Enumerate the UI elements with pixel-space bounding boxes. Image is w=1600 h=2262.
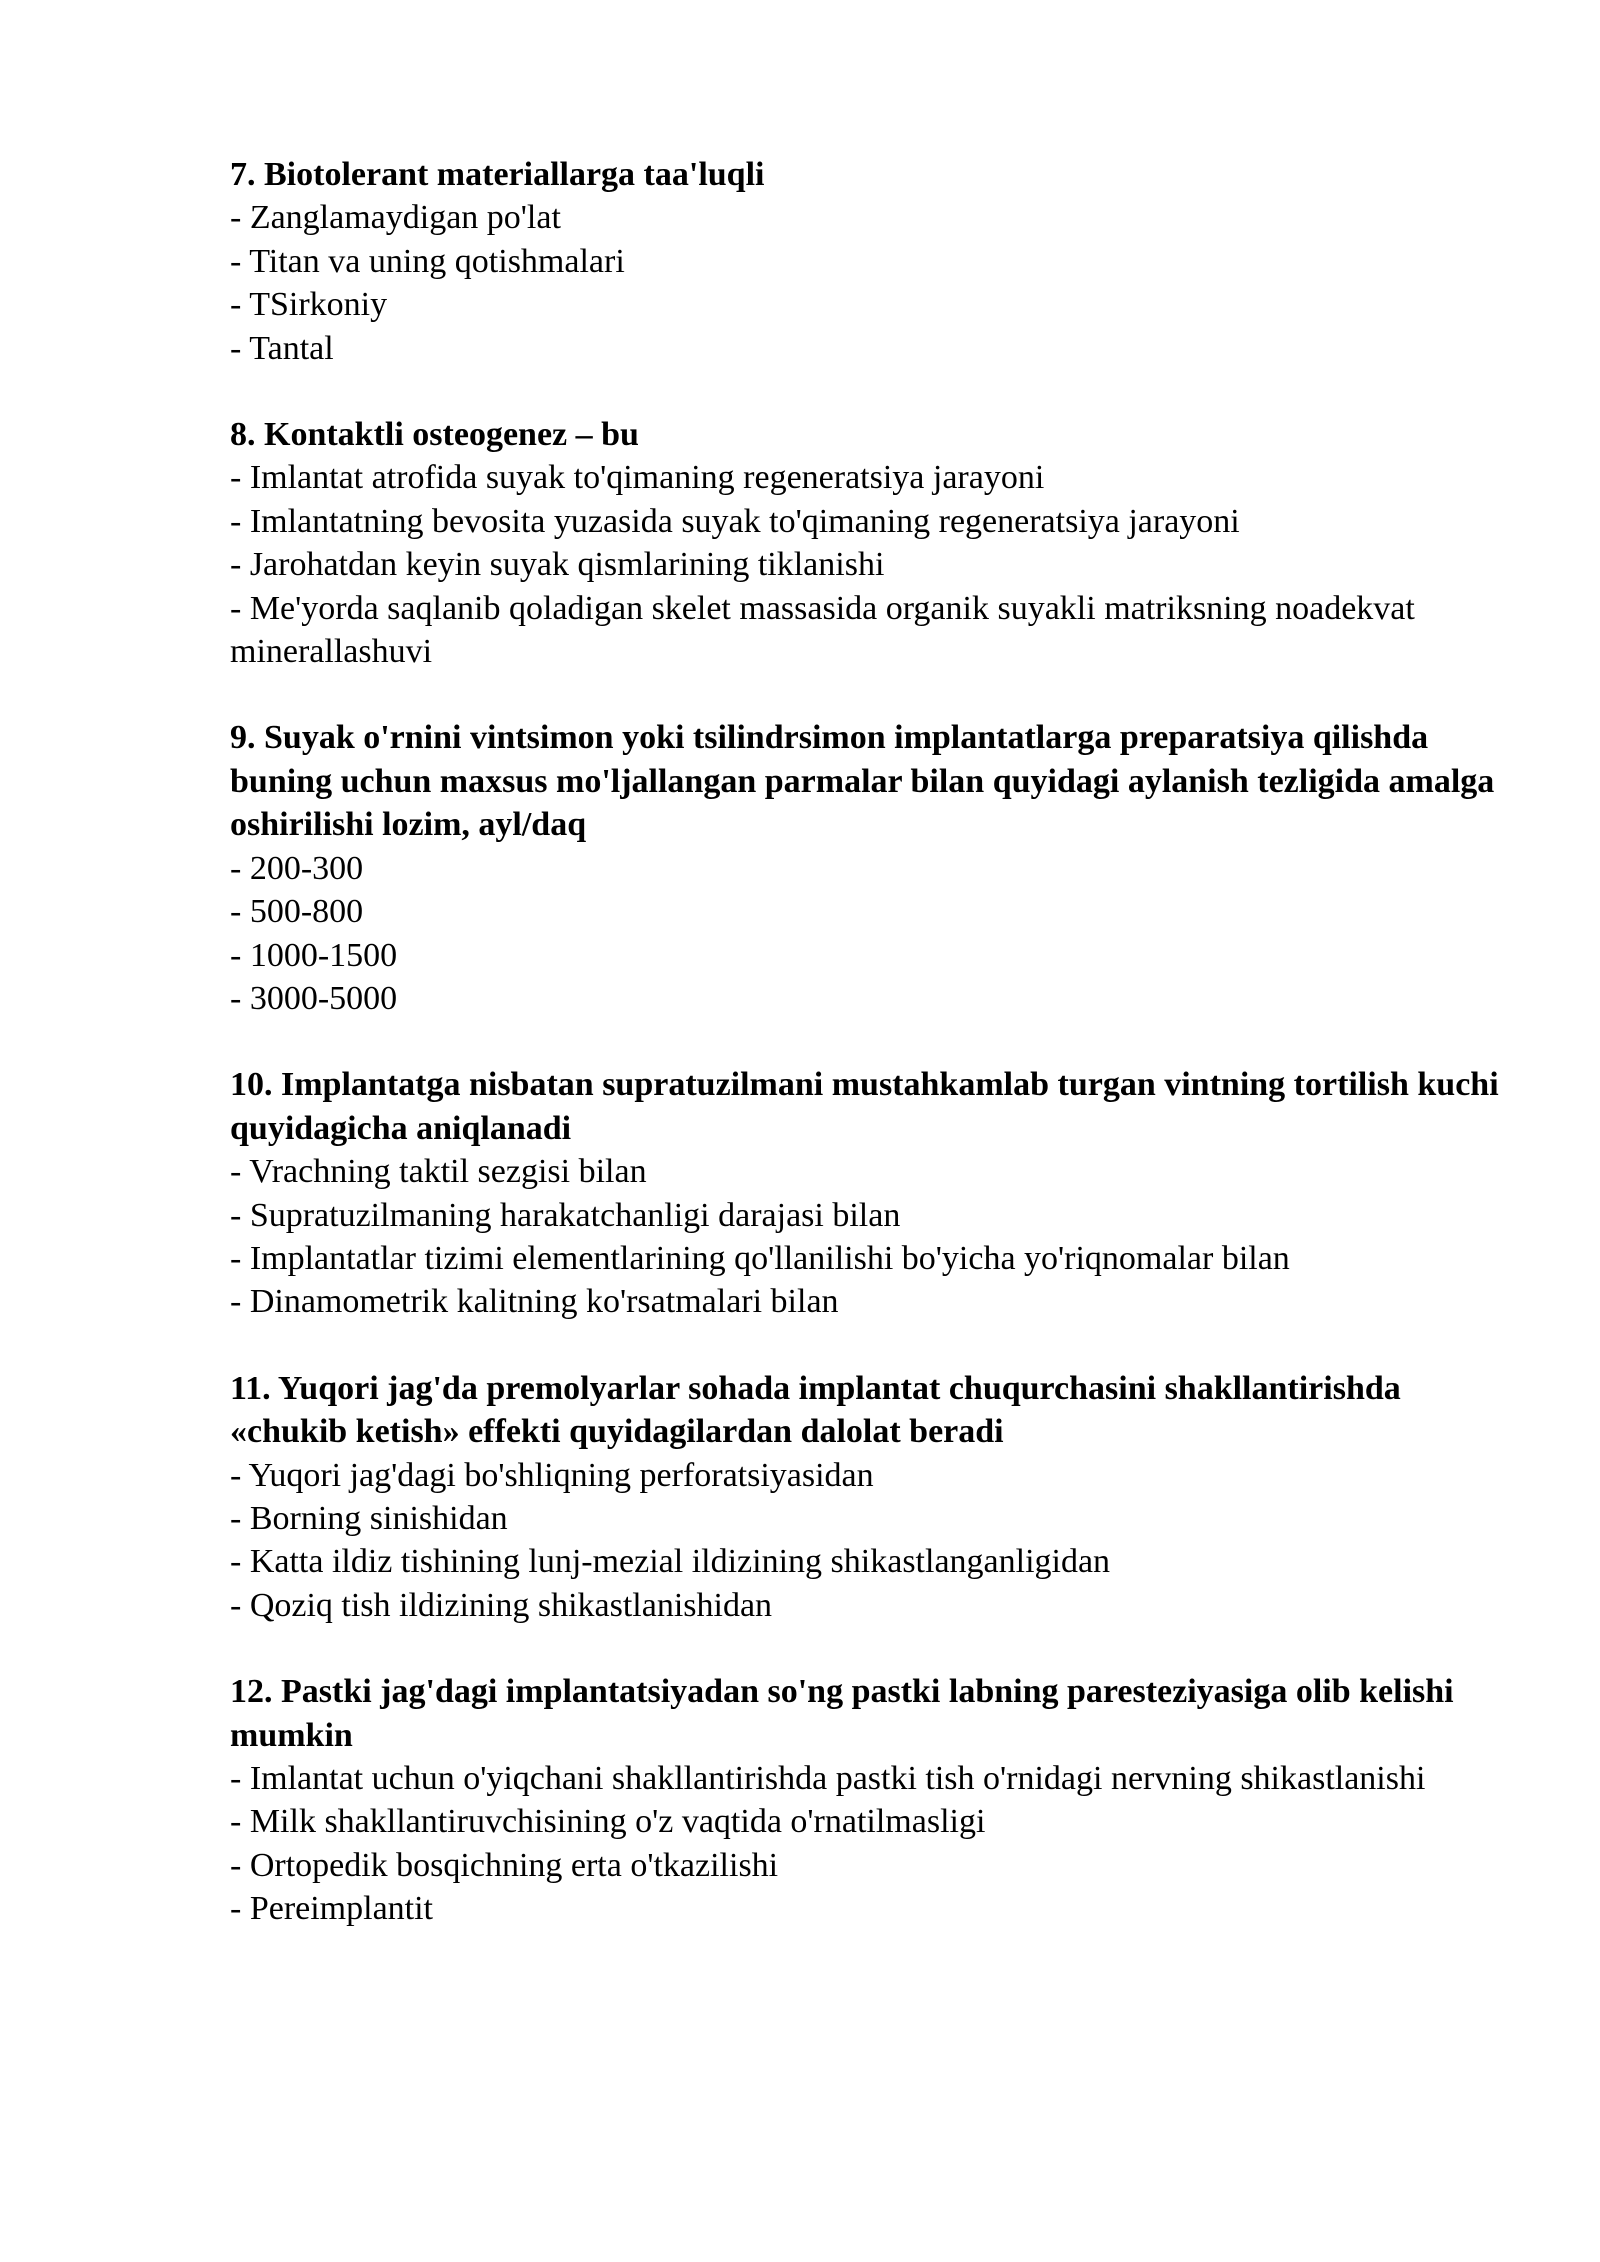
question-text: Biotolerant materiallarga taa'luqli — [264, 156, 765, 193]
question-number: 9. — [230, 719, 256, 757]
answer-option: - Imlantat uchun o'yiqchani shakllantirishda pastki tish o'rnidagi nervning shikastlanishi — [230, 1760, 1426, 1797]
question-text: Suyak o'rnini vintsimon yoki tsilindrsimon implantatlarga preparatsiya qilishda buning uchun maxsus mo'ljallangan parmalar bilan quyidagi aylanish tezligida amalga oshirilishi lozim, ayl/daq — [230, 719, 1495, 844]
question-text: Pastki jag'dagi implantatsiyadan so'ng pastki labning paresteziyasiga olib kelishi mumkin — [230, 1673, 1454, 1754]
answer-option: - Me'yorda saqlanib qoladigan skelet massasida organik suyakli matriksning noadekvat minerallashuvi — [230, 589, 1415, 671]
answer-option: - 1000-1500 — [230, 936, 398, 974]
question-title — [230, 413, 1520, 456]
question-title — [230, 1063, 1520, 1150]
question-text: Yuqori jag'da premolyarlar sohada implantat chuqurchasini shakllantirishda «chukib ketish» effekti quyidagilardan dalolat beradi — [230, 1369, 1401, 1451]
answer-option: - 200-300 — [230, 849, 364, 887]
answer-option: - Ortopedik bosqichning erta o'tkazilishi — [230, 1846, 779, 1884]
question-title — [230, 1670, 1520, 1757]
answer-option: - Pereimplantit — [230, 1890, 434, 1928]
answer-option: - Imlantat atrofida suyak to'qimaning regeneratsiya jarayoni — [230, 459, 1045, 497]
answer-option: - Borning sinishidan — [230, 1499, 508, 1537]
answer-option: - Katta ildiz tishining lunj-mezial ildizining shikastlanganligidan — [230, 1543, 1111, 1581]
question-number: 8. — [230, 416, 256, 454]
answer-option: - Qoziq tish ildizining shikastlanishidan — [230, 1586, 773, 1624]
answer-option: - 3000-5000 — [230, 979, 398, 1017]
question-title — [230, 153, 1520, 196]
answer-option: - TSirkoniy — [230, 286, 388, 324]
answer-option: - Milk shakllantiruvchisining o'z vaqtida o'rnatilmasligi — [230, 1803, 986, 1841]
question-9 — [230, 716, 1520, 1020]
answer-option: - Zanglamaydigan po'lat — [230, 199, 561, 237]
answer-option: - Dinamometrik kalitning ko'rsatmalari bilan — [230, 1283, 839, 1321]
question-number: 11. — [230, 1369, 271, 1407]
question-12 — [230, 1670, 1520, 1930]
answer-option: - Yuqori jag'dagi bo'shliqning perforatsiyasidan — [230, 1456, 874, 1494]
question-list — [230, 153, 1520, 1974]
answer-option: - Implantatlar tizimi elementlarining qo'llanilishi bo'yicha yo'riqnomalar bilan — [230, 1239, 1290, 1277]
answer-option: - Jarohatdan keyin suyak qismlarining tiklanishi — [230, 546, 885, 584]
question-text: Kontaktli osteogenez – bu — [264, 416, 639, 454]
question-title — [230, 1367, 1520, 1454]
question-number: 7. — [230, 156, 256, 193]
question-number: 12. — [230, 1673, 273, 1711]
answer-option: - Vrachning taktil sezgisi bilan — [230, 1153, 647, 1191]
question-10 — [230, 1063, 1520, 1323]
question-title — [230, 716, 1520, 846]
question-7 — [230, 153, 1520, 370]
answer-option: - Imlantatning bevosita yuzasida suyak to'qimaning regeneratsiya jarayoni — [230, 502, 1240, 540]
answer-option: - 500-800 — [230, 893, 364, 931]
question-8 — [230, 413, 1520, 673]
answer-option: - Titan va uning qotishmalari — [230, 242, 625, 280]
question-11 — [230, 1367, 1520, 1627]
answer-option: - Supratuzilmaning harakatchanligi darajasi bilan — [230, 1196, 901, 1234]
question-text: Implantatga nisbatan supratuzilmani mustahkamlab turgan vintning tortilish kuchi quyidagicha aniqlanadi — [230, 1066, 1499, 1147]
question-number: 10. — [230, 1066, 273, 1104]
answer-option: - Tantal — [230, 329, 334, 367]
